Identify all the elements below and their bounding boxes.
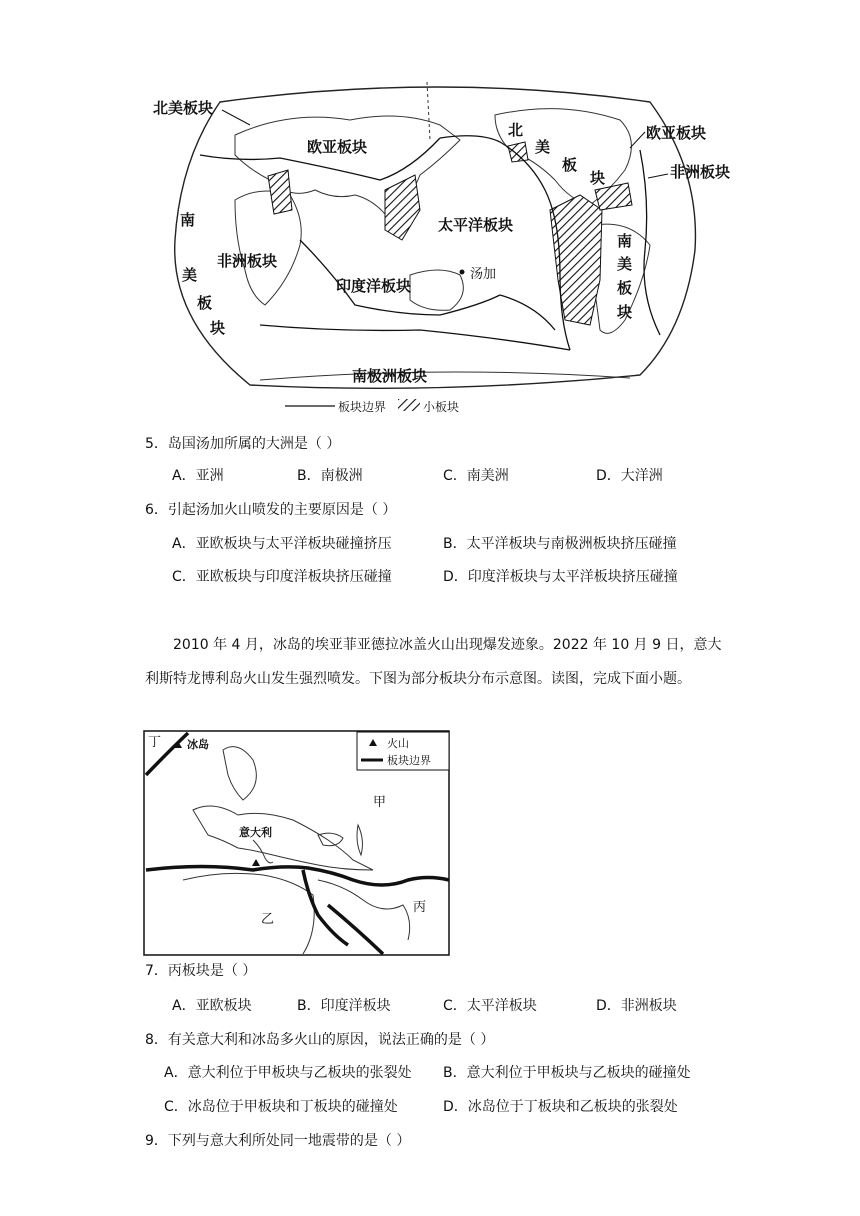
australia-land bbox=[410, 270, 463, 310]
question-5-stem: 5．岛国汤加所属的大洲是（ ） bbox=[145, 436, 341, 452]
q8-option-a[interactable]: A．意大利位于甲板块与乙板块的张裂处 bbox=[164, 1065, 412, 1081]
label-eurasia-right: 欧亚板块 bbox=[646, 124, 707, 142]
label-ding: 丁 bbox=[148, 735, 162, 750]
label-italy: 意大利 bbox=[239, 826, 272, 839]
q7-option-c[interactable]: C．太平洋板块 bbox=[443, 998, 537, 1014]
label-tonga: 汤加 bbox=[470, 267, 497, 282]
q6-option-b[interactable]: B．太平洋板块与南极洲板块挤压碰撞 bbox=[443, 536, 677, 552]
q5-option-c[interactable]: C．南美洲 bbox=[443, 468, 509, 484]
q5-option-b[interactable]: B．南极洲 bbox=[297, 468, 363, 484]
label-indian-ocean: 印度洋板块 bbox=[336, 277, 412, 295]
label-jia: 甲 bbox=[373, 795, 387, 810]
label-sa-left-2: 美 bbox=[182, 266, 198, 284]
q6-option-d[interactable]: D．印度洋板块与太平洋板块挤压碰撞 bbox=[443, 569, 678, 585]
label-eurasia: 欧亚板块 bbox=[307, 138, 368, 156]
question-9-stem: 9．下列与意大利所处同一地震带的是（ ） bbox=[145, 1133, 411, 1149]
q8-option-c[interactable]: C．冰岛位于甲板块和丁板块的碰撞处 bbox=[164, 1099, 398, 1115]
label-africa-right: 非洲板块 bbox=[670, 163, 730, 181]
label-sa-right-2: 美 bbox=[617, 255, 633, 273]
q7-option-a[interactable]: A．亚欧板块 bbox=[172, 998, 252, 1014]
label-iceland: 冰岛 bbox=[187, 738, 209, 751]
q7-option-d[interactable]: D．非洲板块 bbox=[596, 998, 677, 1014]
label-sa-left-1: 南 bbox=[180, 211, 196, 229]
label-north-america-left: 北美板块 bbox=[153, 99, 214, 117]
label-na-4: 块 bbox=[590, 169, 606, 187]
q8-option-d[interactable]: D．冰岛位于丁板块和乙板块的张裂处 bbox=[443, 1099, 678, 1115]
question-6-stem: 6．引起汤加火山喷发的主要原因是（ ） bbox=[145, 502, 397, 518]
label-sa-left-3: 板 bbox=[197, 294, 213, 312]
question-8-stem: 8．有关意大利和冰岛多火山的原因，说法正确的是（ ） bbox=[145, 1032, 495, 1048]
label-pacific: 太平洋板块 bbox=[438, 216, 514, 234]
q6-option-a[interactable]: A．亚欧板块与太平洋板块碰撞挤压 bbox=[172, 536, 392, 552]
tonga-marker bbox=[460, 270, 465, 275]
label-na-3: 板 bbox=[562, 156, 578, 174]
label-na-1: 北 bbox=[508, 121, 524, 139]
legend-volcano-label: 火山 bbox=[387, 737, 409, 750]
label-na-2: 美 bbox=[535, 138, 551, 156]
label-sa-right-1: 南 bbox=[617, 232, 633, 250]
q6-option-c[interactable]: C．亚欧板块与印度洋板块挤压碰撞 bbox=[172, 569, 392, 585]
question-7-stem: 7．丙板块是（ ） bbox=[145, 963, 257, 979]
label-sa-left-4: 块 bbox=[210, 319, 226, 337]
label-bing: 丙 bbox=[413, 900, 427, 915]
legend-boundary-label: 板块边界 bbox=[338, 400, 387, 414]
q8-option-b[interactable]: B．意大利位于甲板块与乙板块的碰撞处 bbox=[443, 1065, 691, 1081]
antarctica-land bbox=[260, 372, 630, 380]
small-plate-nazca bbox=[550, 195, 602, 325]
passage bbox=[145, 628, 725, 696]
boundary-4 bbox=[500, 295, 555, 330]
legend-small-plate-label: 小板块 bbox=[423, 400, 460, 414]
q5-option-d[interactable]: D．大洋洲 bbox=[596, 468, 663, 484]
passage-text: 2010 年 4 月，冰岛的埃亚菲亚德拉冰盖火山出现爆发迹象。2022 年 10 月 9 日，意大利斯特龙博利岛火山发生强烈喷发。下图为部分板块分布示意图。读图，完成下面小题。 bbox=[145, 637, 722, 687]
world-plate-map bbox=[140, 80, 730, 420]
boundary-6 bbox=[260, 325, 570, 350]
legend-small-plate-swatch bbox=[398, 399, 420, 411]
label-sa-right-4: 块 bbox=[617, 303, 633, 321]
label-antarctic: 南极洲板块 bbox=[352, 367, 428, 385]
label-africa: 非洲板块 bbox=[217, 252, 278, 270]
europe-plate-map bbox=[143, 730, 450, 956]
legend-boundary-label: 板块边界 bbox=[387, 754, 431, 767]
small-plate-juan bbox=[508, 142, 528, 162]
q7-option-b[interactable]: B．印度洋板块 bbox=[297, 998, 391, 1014]
label-sa-right-3: 板 bbox=[617, 279, 633, 297]
label-yi: 乙 bbox=[261, 912, 275, 927]
q5-option-a[interactable]: A．亚洲 bbox=[172, 468, 224, 484]
